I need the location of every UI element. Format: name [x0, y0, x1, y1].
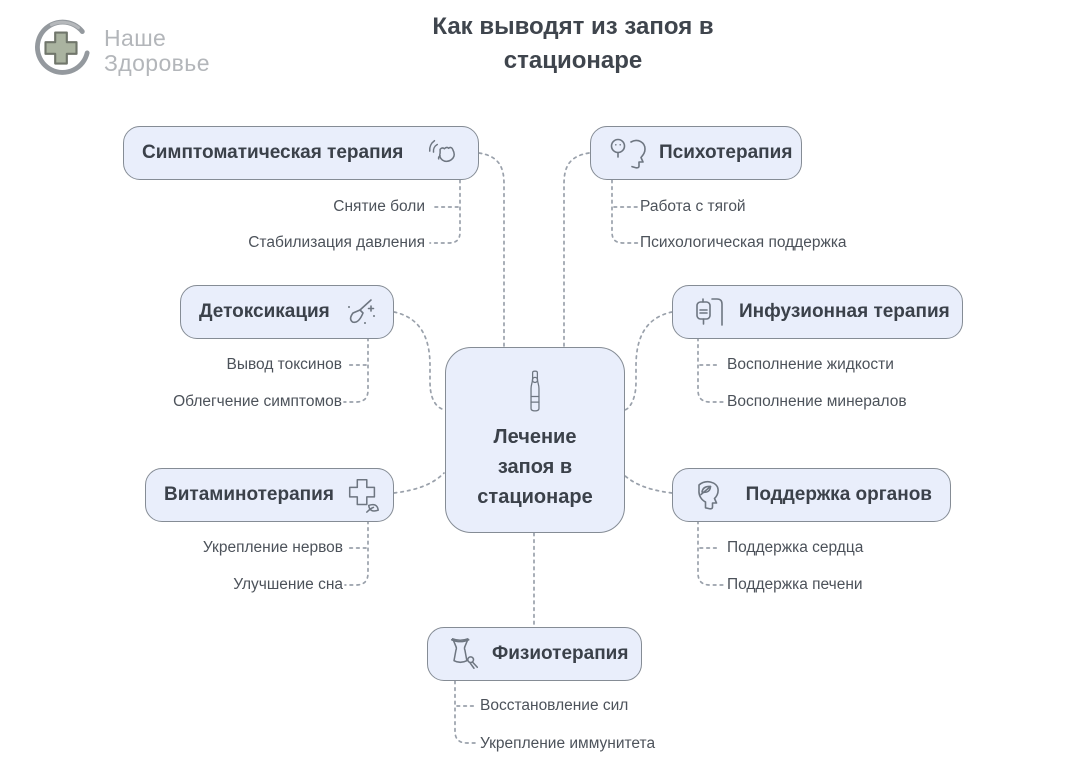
node-infusion-therapy — [672, 285, 963, 339]
page-title — [373, 10, 773, 77]
node-label: Психотерапия — [659, 142, 793, 163]
center-label-line1: Лечение — [493, 426, 577, 448]
sub-item-toxin-removal: Вывод токсинов — [226, 356, 342, 373]
sub-item-symptom-relief: Облегчение симптомов — [173, 393, 342, 410]
page-title-line1: Как выводят из запоя в — [432, 13, 714, 40]
tremor-hand-icon — [424, 136, 460, 170]
node-label: Физиотерапия — [492, 643, 629, 664]
page-title-line2: стационаре — [503, 46, 643, 74]
node-label: Симптоматическая терапия — [142, 142, 404, 163]
head-face-icon — [609, 136, 649, 170]
sub-item-strength-recovery: Восстановление сил — [480, 697, 629, 714]
center-label-line3: стационаре — [477, 486, 593, 508]
node-label: Инфузионная терапия — [739, 301, 950, 322]
sub-item-pain-relief: Снятие боли — [333, 198, 425, 215]
node-label: Детоксикация — [199, 301, 330, 322]
sub-item-psychological-support: Психологическая поддержка — [640, 234, 847, 251]
node-symptomatic-therapy — [123, 126, 479, 180]
head-leaf-icon — [691, 478, 727, 512]
logo-text — [104, 26, 210, 77]
node-label: Поддержка органов — [745, 484, 932, 505]
node-physiotherapy — [427, 627, 642, 681]
cross-leaf-icon — [344, 476, 382, 514]
node-organ-support — [672, 468, 951, 522]
node-vitamin-therapy — [145, 468, 394, 522]
logo-line1: Наше — [104, 25, 167, 51]
node-detoxification — [180, 285, 394, 339]
sub-item-pressure-stabilization: Стабилизация давления — [248, 234, 425, 251]
center-node-label — [477, 422, 592, 512]
sub-item-craving-work: Работа с тягой — [640, 198, 746, 215]
node-psychotherapy — [590, 126, 802, 180]
sub-item-heart-support: Поддержка сердца — [727, 539, 864, 556]
bottle-icon — [519, 368, 551, 414]
sub-item-immunity-strengthening: Укрепление иммунитета — [480, 735, 656, 752]
iv-drip-icon — [691, 295, 729, 329]
logo — [30, 18, 210, 80]
medical-cross-logo-icon — [30, 18, 92, 80]
sub-item-mineral-replenishment: Восполнение минералов — [727, 393, 907, 410]
sub-item-fluid-replenishment: Восполнение жидкости — [727, 356, 894, 373]
sub-item-nerve-strengthening: Укрепление нервов — [202, 539, 343, 556]
broom-sparkles-icon — [340, 294, 378, 330]
logo-line2: Здоровье — [104, 50, 210, 77]
center-label-line2: запоя в — [497, 456, 573, 478]
massage-body-icon — [446, 635, 482, 673]
sub-item-liver-support: Поддержка печени — [727, 576, 863, 593]
sub-item-sleep-improvement: Улучшение сна — [233, 576, 343, 593]
node-label: Витаминотерапия — [164, 484, 334, 505]
center-node-hospital-treatment — [445, 347, 625, 533]
